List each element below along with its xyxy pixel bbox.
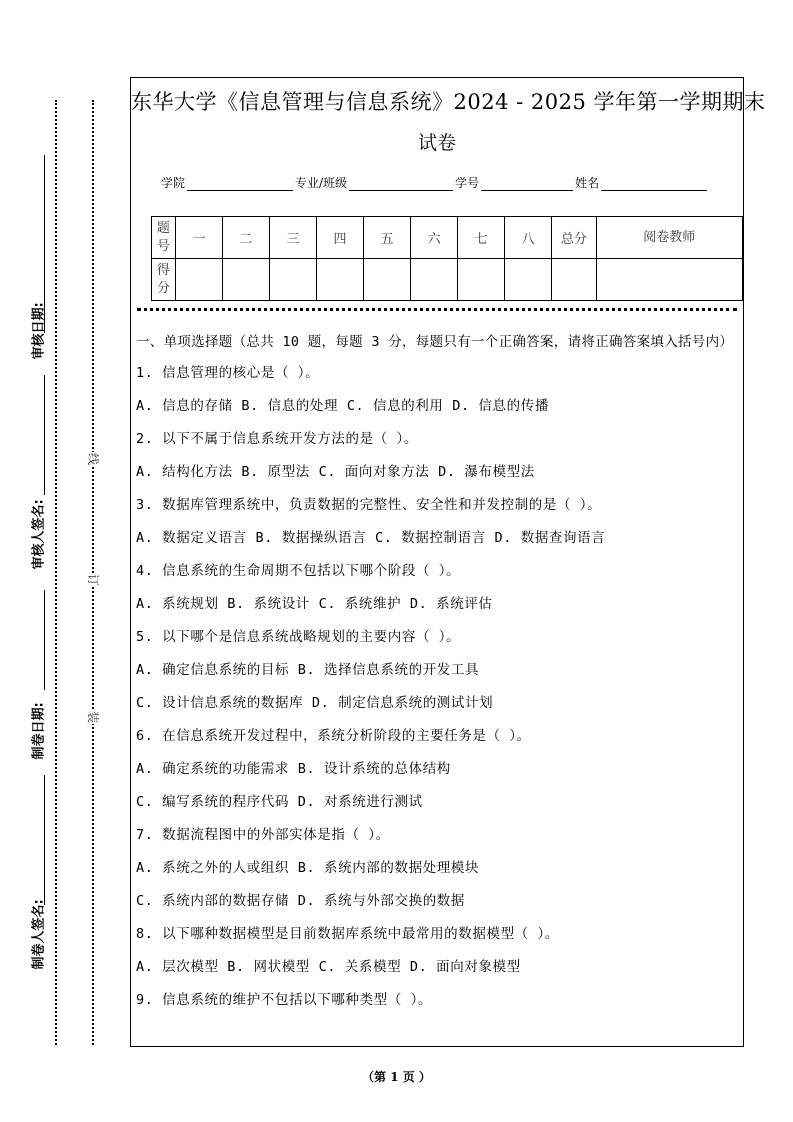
question-5-options-ab: A. 确定信息系统的目标 B. 选择信息系统的开发工具: [136, 662, 480, 678]
binding-mark-ding: 订: [86, 573, 100, 586]
score-table-header-row: [152, 217, 743, 259]
score-cell-1[interactable]: [175, 259, 222, 301]
binding-mark-xian: 线: [86, 452, 100, 465]
col-header-3: 三: [269, 217, 316, 259]
question-8: 8. 以下哪种数据模型是目前数据库系统中最常用的数据模型（ ）。: [136, 926, 559, 942]
question-2-options: A. 结构化方法 B. 原型法 C. 面向对象方法 D. 瀑布模型法: [136, 464, 535, 480]
question-6-options-ab: A. 确定系统的功能需求 B. 设计系统的总体结构: [136, 761, 451, 777]
score-cell-total[interactable]: [552, 259, 596, 301]
score-cell-2[interactable]: [222, 259, 269, 301]
header-separator: [137, 308, 737, 311]
col-header-7: 七: [458, 217, 505, 259]
question-7-options-ab: A. 系统之外的人或组织 B. 系统内部的数据处理模块: [136, 860, 480, 876]
reviewer-signature-line[interactable]: [44, 590, 45, 690]
question-5: 5. 以下哪个是信息系统战略规划的主要内容（ ）。: [136, 629, 461, 645]
question-3-options: A. 数据定义语言 B. 数据操纵语言 C. 数据控制语言 D. 数据查询语言: [136, 530, 606, 546]
col-header-1: 一: [175, 217, 222, 259]
score-cell-4[interactable]: [316, 259, 363, 301]
question-6-options-cd: C. 编写系统的程序代码 D. 对系统进行测试: [136, 794, 423, 810]
name-label: 姓名: [575, 176, 600, 190]
question-1: 1. 信息管理的核心是（ ）。: [136, 365, 320, 381]
question-9: 9. 信息系统的维护不包括以下哪种类型（ ）。: [136, 992, 433, 1008]
score-cell-8[interactable]: [505, 259, 552, 301]
question-3: 3. 数据库管理系统中，负责数据的完整性、安全性和并发控制的是（ ）。: [136, 497, 602, 513]
question-7-options-cd: C. 系统内部的数据存储 D. 系统与外部交换的数据: [136, 893, 465, 909]
question-4-options: A. 系统规划 B. 系统设计 C. 系统维护 D. 系统评估: [136, 596, 493, 612]
reviewer-signature-line-top: [44, 375, 45, 495]
college-label: 学院: [161, 176, 186, 190]
question-2: 2. 以下不属于信息系统开发方法的是（ ）。: [136, 431, 418, 447]
score-cell-6[interactable]: [411, 259, 458, 301]
student-id-field[interactable]: [481, 178, 573, 191]
exam-frame: [130, 77, 766, 1047]
score-cell-grader[interactable]: [596, 259, 742, 301]
score-cell-7[interactable]: [458, 259, 505, 301]
col-header-4: 四: [316, 217, 363, 259]
college-field[interactable]: [187, 178, 293, 191]
col-header-6: 六: [411, 217, 458, 259]
col-header-8: 八: [505, 217, 552, 259]
score-cell-3[interactable]: [269, 259, 316, 301]
binding-mark-zhuang: 装: [86, 710, 100, 723]
exam-title-line1: 东华大学《信息管理与信息系统》2024 - 2025 学年第一学期期末: [131, 90, 766, 114]
student-info-row: [161, 174, 709, 191]
question-7: 7. 数据流程图中的外部实体是指（ ）。: [136, 827, 390, 843]
exam-title-line2: 试卷: [417, 132, 456, 154]
section-single-choice: [136, 330, 736, 1022]
col-header-total: 总分: [552, 217, 596, 259]
col-header-2: 二: [222, 217, 269, 259]
col-header-grader: 阅卷教师: [596, 217, 742, 259]
question-5-options-cd: C. 设计信息系统的数据库 D. 制定信息系统的测试计划: [136, 695, 494, 711]
question-8-options: A. 层次模型 B. 网状模型 C. 关系模型 D. 面向对象模型: [136, 959, 521, 975]
question-6: 6. 在信息系统开发过程中，系统分析阶段的主要任务是（ ）。: [136, 728, 531, 744]
prepare-date-line[interactable]: [44, 775, 45, 905]
row-header-score: 得分: [152, 259, 176, 301]
score-table-score-row: [152, 259, 743, 301]
section-heading: 一、单项选择题（总共 10 题，每题 3 分，每题只有一个正确答案，请将正确答案填入括号内）: [136, 334, 734, 350]
row-header-question-no: 题号: [152, 217, 176, 259]
student-id-label: 学号: [455, 176, 480, 190]
binding-dotted-line-outer: [55, 100, 57, 1045]
score-cell-5[interactable]: [364, 259, 411, 301]
question-1-options: A. 信息的存储 B. 信息的处理 C. 信息的利用 D. 信息的传播: [136, 398, 549, 414]
question-4: 4. 信息系统的生命周期不包括以下哪个阶段（ ）。: [136, 563, 461, 579]
col-header-5: 五: [364, 217, 411, 259]
page-number: （第 1 页 ）: [362, 1070, 431, 1084]
major-class-label: 专业/班级: [295, 176, 348, 190]
score-table: [151, 216, 743, 301]
major-class-field[interactable]: [349, 178, 453, 191]
name-field[interactable]: [601, 178, 707, 191]
